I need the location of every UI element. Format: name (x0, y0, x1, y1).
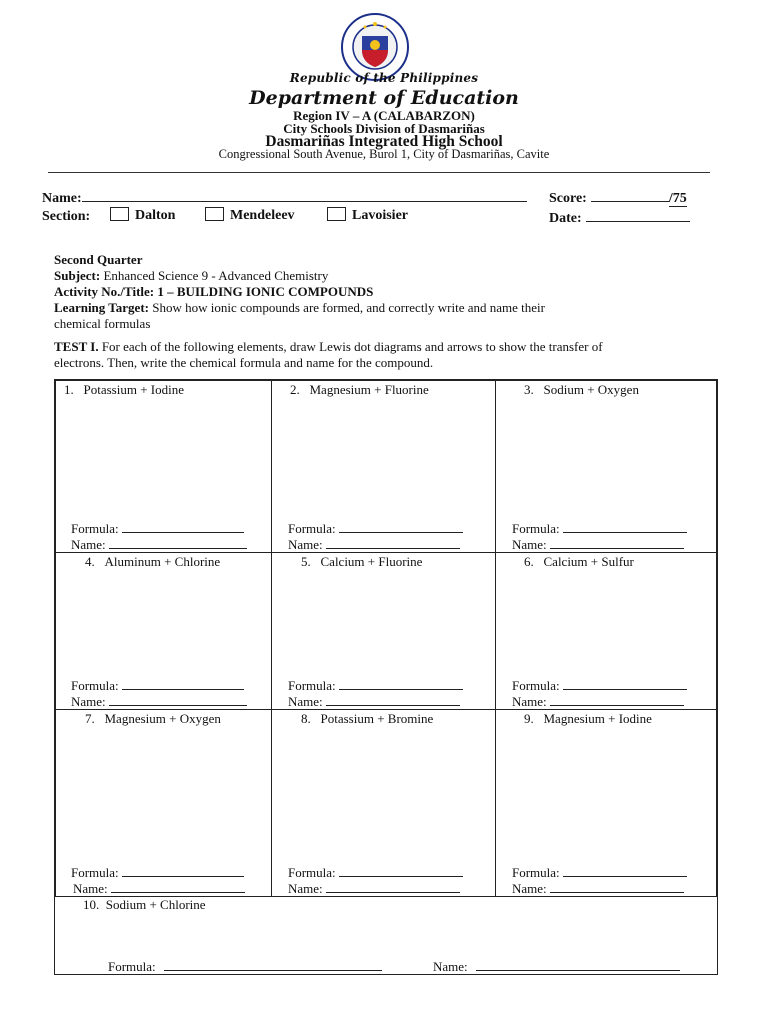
item-title: 9. Magnesium + Iodine (524, 711, 652, 726)
score-field[interactable] (591, 187, 669, 202)
checkbox[interactable] (205, 207, 224, 221)
section-option-mendeleev[interactable]: Mendeleev (205, 207, 295, 224)
department-heading: Department of Education (249, 87, 519, 109)
answer-cell-1[interactable] (55, 380, 272, 553)
test-instructions-2: electrons. Then, write the chemical formula and name for the compound. (54, 355, 434, 370)
item-title: 3. Sodium + Oxygen (524, 382, 639, 397)
checkbox[interactable] (110, 207, 129, 221)
name-answer-field[interactable]: Name: (433, 958, 680, 975)
date-row (549, 207, 690, 227)
name-answer-field[interactable]: Name: (512, 880, 684, 897)
subject-line: Subject: Enhanced Science 9 - Advanced Chemistry (54, 268, 329, 283)
answer-cell-6[interactable] (495, 552, 717, 710)
section-label: Section: (42, 209, 91, 224)
date-label: Date: (549, 211, 582, 226)
formula-field[interactable]: Formula: (512, 677, 687, 694)
name-answer-field[interactable]: Name: (288, 880, 460, 897)
answer-cell-5[interactable] (271, 552, 496, 710)
republic-heading: Republic of the Philippines (289, 71, 479, 85)
formula-field[interactable]: Formula: (288, 864, 463, 881)
formula-field[interactable]: Formula: (512, 520, 687, 537)
school-address: Congressional South Avenue, Burol 1, City of Dasmariñas, Cavite (218, 147, 550, 161)
activity-line: Activity No./Title: 1 – BUILDING IONIC COMPOUNDS (54, 284, 374, 299)
score-total: /75 (668, 191, 687, 206)
answer-cell-2[interactable] (271, 380, 496, 553)
name-answer-field[interactable]: Name: (288, 693, 460, 710)
section-option-lavoisier[interactable]: Lavoisier (327, 207, 408, 224)
item-title: 10. Sodium + Chlorine (83, 897, 206, 912)
item-title: 6. Calcium + Sulfur (524, 554, 634, 569)
name-label: Name: (42, 191, 82, 206)
answer-cell-7[interactable] (55, 709, 272, 897)
item-title: 5. Calcium + Fluorine (301, 554, 423, 569)
answer-cell-4[interactable] (55, 552, 272, 710)
target-line: Learning Target: Show how ionic compounds are formed, and correctly write and name their (54, 300, 546, 315)
formula-field[interactable]: Formula: (71, 864, 244, 881)
quarter-label: Second Quarter (54, 252, 143, 267)
subject-value: Enhanced Science 9 - Advanced Chemistry (103, 268, 329, 283)
target-line-2: chemical formulas (54, 316, 151, 331)
division-heading: City Schools Division of Dasmariñas (283, 121, 485, 136)
formula-field[interactable]: Formula: (288, 677, 463, 694)
score-row (549, 187, 687, 207)
item-title: 7. Magnesium + Oxygen (85, 711, 221, 726)
section-option-dalton[interactable]: Dalton (110, 207, 175, 224)
test-label: TEST I. (54, 339, 99, 354)
formula-field[interactable]: Formula: (288, 520, 463, 537)
name-field[interactable] (82, 187, 527, 202)
answer-cell-3[interactable] (495, 380, 717, 553)
name-answer-field[interactable]: Name: (512, 536, 684, 553)
name-row (42, 187, 527, 207)
item-title: 8. Potassium + Bromine (301, 711, 434, 726)
formula-field[interactable]: Formula: (71, 520, 244, 537)
name-answer-field[interactable]: Name: (512, 693, 684, 710)
formula-field[interactable]: Formula: (108, 958, 382, 975)
item-title: 1. Potassium + Iodine (64, 382, 184, 397)
name-answer-field[interactable]: Name: (73, 880, 245, 897)
date-field[interactable] (586, 207, 690, 222)
answer-cell-8[interactable] (271, 709, 496, 897)
section-row (42, 207, 90, 225)
score-label: Score: (549, 191, 587, 206)
school-heading: Dasmariñas Integrated High School (265, 133, 503, 150)
name-answer-field[interactable]: Name: (71, 536, 247, 553)
test-instructions: TEST I. For each of the following elements, draw Lewis dot diagrams and arrows to show the transfer of (54, 339, 603, 354)
item-title: 2. Magnesium + Fluorine (290, 382, 429, 397)
checkbox[interactable] (327, 207, 346, 221)
answer-cell-10[interactable] (55, 896, 717, 974)
header-divider (48, 172, 710, 173)
activity-title: 1 – BUILDING IONIC COMPOUNDS (157, 284, 374, 299)
item-title: 4. Aluminum + Chlorine (85, 554, 221, 569)
formula-field[interactable]: Formula: (512, 864, 687, 881)
formula-field[interactable]: Formula: (71, 677, 244, 694)
answer-grid (54, 379, 718, 975)
region-heading: Region IV – A (CALABARZON) (293, 108, 475, 123)
name-answer-field[interactable]: Name: (71, 693, 247, 710)
answer-cell-9[interactable] (495, 709, 717, 897)
name-answer-field[interactable]: Name: (288, 536, 460, 553)
